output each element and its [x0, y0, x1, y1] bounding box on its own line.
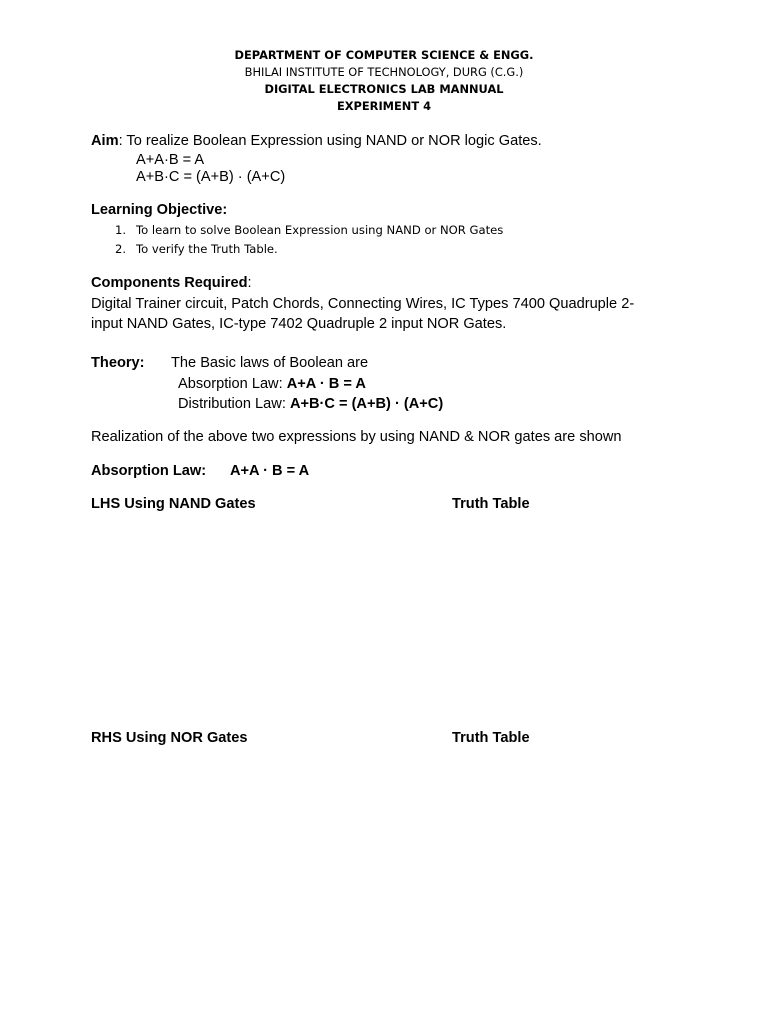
absorption-law-line: [91, 374, 711, 395]
learning-objective-section: [91, 200, 503, 259]
list-item-text: To learn to solve Boolean Expression using NAND or NOR Gates: [136, 222, 504, 237]
list-item: [91, 240, 503, 259]
rhs-truth-table-heading: Truth Table: [452, 730, 530, 746]
absorption-law-label: Absorption Law:: [178, 375, 287, 392]
list-item-number: 2.: [115, 241, 127, 256]
absorption-heading-label: Absorption Law:: [91, 463, 207, 479]
list-item-text: To verify the Truth Table.: [136, 241, 278, 256]
theory-intro: The Basic laws of Boolean are: [171, 355, 369, 371]
theory-label: Theory:: [91, 355, 145, 371]
lhs-truth-table-heading: Truth Table: [452, 496, 530, 512]
aim-line: [91, 131, 542, 152]
institute-name: BHILAI INSTITUTE OF TECHNOLOGY, DURG (C.G.): [244, 65, 524, 79]
components-heading-line: [91, 273, 634, 294]
list-item: [91, 221, 503, 240]
aim-label: Aim: [91, 133, 119, 149]
rhs-nor-heading: RHS Using NOR Gates: [91, 730, 248, 746]
lhs-nand-heading: LHS Using NAND Gates: [91, 496, 256, 512]
learning-objective-list: [91, 221, 503, 259]
experiment-title: EXPERIMENT 4: [336, 99, 431, 113]
components-heading: Components Required: [91, 275, 248, 291]
aim-expression-2: A+B·C = (A+B) · (A+C): [136, 169, 286, 185]
distribution-law-label: Distribution Law:: [178, 396, 290, 412]
components-line-1: Digital Trainer circuit, Patch Chords, Connecting Wires, IC Types 7400 Quadruple 2-: [91, 295, 635, 312]
learning-objective-heading: Learning Objective:: [91, 202, 228, 218]
components-section: [91, 273, 634, 335]
absorption-law-expression: A+A · B = A: [286, 375, 366, 392]
distribution-law-line: [91, 394, 711, 415]
components-heading-colon: :: [247, 275, 252, 291]
aim-expression-1: A+A·B = A: [136, 151, 205, 168]
department-title: DEPARTMENT OF COMPUTER SCIENCE & ENGG.: [234, 48, 534, 62]
theory-section: [91, 353, 711, 415]
theory-row: [91, 353, 711, 374]
aim-text: : To realize Boolean Expression using NAND or NOR logic Gates.: [118, 133, 542, 149]
absorption-law-heading: [91, 461, 491, 482]
document-header: [0, 47, 768, 115]
list-item-number: 1.: [115, 222, 127, 237]
distribution-law-expression: A+B·C = (A+B) · (A+C): [289, 396, 444, 412]
realization-text: Realization of the above two expressions by using NAND & NOR gates are shown: [91, 429, 622, 445]
components-line-2: input NAND Gates, IC-type 7402 Quadruple 2 input NOR Gates.: [91, 316, 507, 332]
manual-title: DIGITAL ELECTRONICS LAB MANNUAL: [264, 82, 504, 96]
aim-section: [91, 131, 542, 187]
absorption-heading-expression: A+A · B = A: [230, 463, 310, 479]
